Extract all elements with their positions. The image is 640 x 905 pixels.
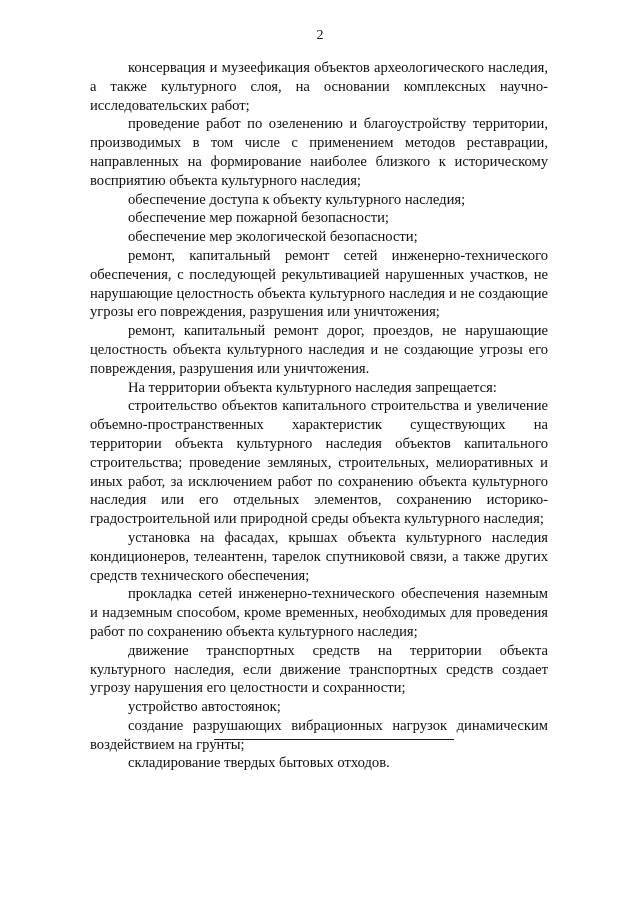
paragraph-waste-storage-prohibition: складирование твердых бытовых отходов.	[128, 755, 390, 772]
paragraph-landscaping-works: проведение работ по озеленению и благоустройству территории, производимых в том числе с применением методов реставрации, направленных на формирование наиболее близкого к историческому восприятию объекта культурного наследия;	[90, 116, 548, 189]
paragraph-facade-equipment-prohibition: установка на фасадах, крышах объекта культурного наследия кондиционеров, телеантенн, тарелок спутниковой связи, а также других средств технического обеспечения;	[90, 529, 548, 584]
paragraph-fire-safety: обеспечение мер пожарной безопасности;	[128, 210, 389, 227]
paragraph-prohibitions-heading: На территории объекта культурного наследия запрещается:	[128, 379, 497, 396]
end-divider-line	[214, 739, 454, 740]
paragraph-environmental-safety: обеспечение мер экологической безопасности;	[128, 229, 418, 246]
paragraph-vehicle-traffic-prohibition: движение транспортных средств на территории объекта культурного наследия, если движение транспортных средств создает угрозу нарушения его целостности и сохранности;	[90, 642, 548, 697]
paragraph-utility-network-repair: ремонт, капитальный ремонт сетей инженерно-технического обеспечения, с последующей рекультивацией нарушенных участков, не нарушающие целостность объекта культурного наследия и не создающие угрозы его повреждения, разрушения или уничтожения;	[90, 247, 548, 321]
paragraph-construction-prohibition: строительство объектов капитального строительства и увеличение объемно-пространственных характеристик существующих на территории объекта культурного наследия объектов капитального строительства; проведение земляных, строительных, мелиоративных и иных работ, за исключением работ по сохранению объекта культурного наследия или его отдельных элементов, сохранению историко-градостроительной или природной среды объекта культурного наследия;	[90, 398, 548, 528]
document-body	[90, 59, 548, 773]
paragraph-archaeological-conservation: консервация и музеефикация объектов археологического наследия, а также культурного слоя, на основании комплексных научно-исследовательских работ;	[90, 60, 548, 114]
paragraph-vibration-load-prohibition: создание разрушающих вибрационных нагрузок динамическим воздействием на грунты;	[90, 717, 548, 753]
paragraph-utility-laying-prohibition: прокладка сетей инженерно-технического обеспечения наземным и надземным способом, кроме временных, необходимых для проведения работ по сохранению объекта культурного наследия;	[90, 586, 548, 640]
paragraph-access-provision: обеспечение доступа к объекту культурного наследия;	[128, 191, 466, 208]
page-number: 2	[316, 28, 324, 43]
paragraph-parking-prohibition: устройство автостоянок;	[128, 699, 281, 716]
paragraph-road-repair: ремонт, капитальный ремонт дорог, проездов, не нарушающие целостность объекта культурного наследия и не создающие угрозы его повреждения, разрушения или уничтожения.	[90, 323, 548, 377]
